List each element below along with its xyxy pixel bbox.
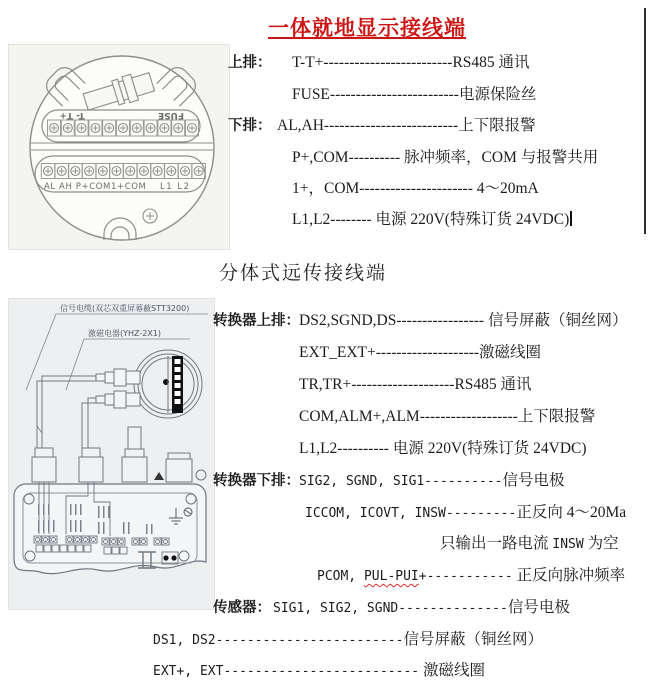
strip-label-l1l2: L1 L2 xyxy=(160,182,191,192)
wiring-row: EXT_EXT+--------------------激磁线圈 xyxy=(299,344,541,361)
wiring-row: COM,ALM+,ALM-------------------上下限报警 xyxy=(299,408,596,425)
wiring-row: P+,COM---------- 脉冲频率，COM 与报警共用 xyxy=(292,149,599,166)
wiring-row: FUSE-------------------------电源保险丝 xyxy=(292,86,537,103)
wiring-row: 下排： AL,AH--------------------------上下限报警 xyxy=(228,117,536,134)
wiring-row: L1,L2-------- 电源 220V(特殊订货 24VDC) xyxy=(292,209,572,231)
wiring-row: 转换器上排：DS2,SGND,DS----------------- 信号屏蔽（铜丝网） xyxy=(213,312,628,329)
plug-connectors xyxy=(96,369,140,408)
page-title: 一体就地显示接线端 xyxy=(268,16,466,40)
warning-triangle-icon xyxy=(154,472,164,480)
wiring-row: PCOM, PUL-PUI+----------- 正反向脉冲频率 xyxy=(317,567,626,584)
integrated-terminal-diagram xyxy=(8,44,230,250)
text-cursor xyxy=(570,211,572,226)
sensor-head-icon xyxy=(134,350,202,418)
wiring-row: 传感器： SIG1, SIG2, SGND--------------信号电极 xyxy=(213,599,570,616)
round-housing-drawing xyxy=(8,44,230,250)
wiring-note: 只输出一路电流 INSW 为空 xyxy=(440,535,619,552)
wiring-row: 转换器下排：SIG2, SGND, SIG1----------信号电极 xyxy=(213,472,565,489)
wiring-row: 1+，COM---------------------- 4～20mA xyxy=(292,180,539,197)
converter-drawing xyxy=(8,298,215,610)
wiring-row: L1,L2---------- 电源 220V(特殊订货 24VDC) xyxy=(299,440,587,457)
spellcheck-underline: PUL-PUI xyxy=(363,569,419,584)
strip-label-fuse: FUSE xyxy=(157,110,185,120)
remote-converter-diagram xyxy=(8,298,215,610)
cable-glands xyxy=(32,427,206,482)
coil-callout-label: 激磁电器(YHZ-2X1) xyxy=(88,329,162,338)
wiring-row: DS1, DS2------------------------信号屏蔽（铜丝网） xyxy=(153,631,543,648)
strip-label-tt: T- T+ xyxy=(59,110,85,120)
wiring-row: TR,TR+--------------------RS485 通讯 xyxy=(299,376,532,393)
scan-edge-artifact xyxy=(644,8,646,234)
wiring-row: 上排： T-T+-------------------------RS485 通讯 xyxy=(228,54,530,71)
wiring-row: EXT+, EXT------------------------- 激磁线圈 xyxy=(153,662,485,679)
cable-callout-label: 信号电缆(双芯双重屏幕蔽STT3200) xyxy=(60,304,190,313)
strip-label-bottom: AL AH P+COM1+COM xyxy=(44,182,147,192)
section-subtitle: 分体式远传接线端 xyxy=(219,263,388,284)
cables xyxy=(37,376,96,448)
wiring-row: ICCOM, ICOVT, INSW---------正反向 4～20Ma xyxy=(305,504,627,521)
